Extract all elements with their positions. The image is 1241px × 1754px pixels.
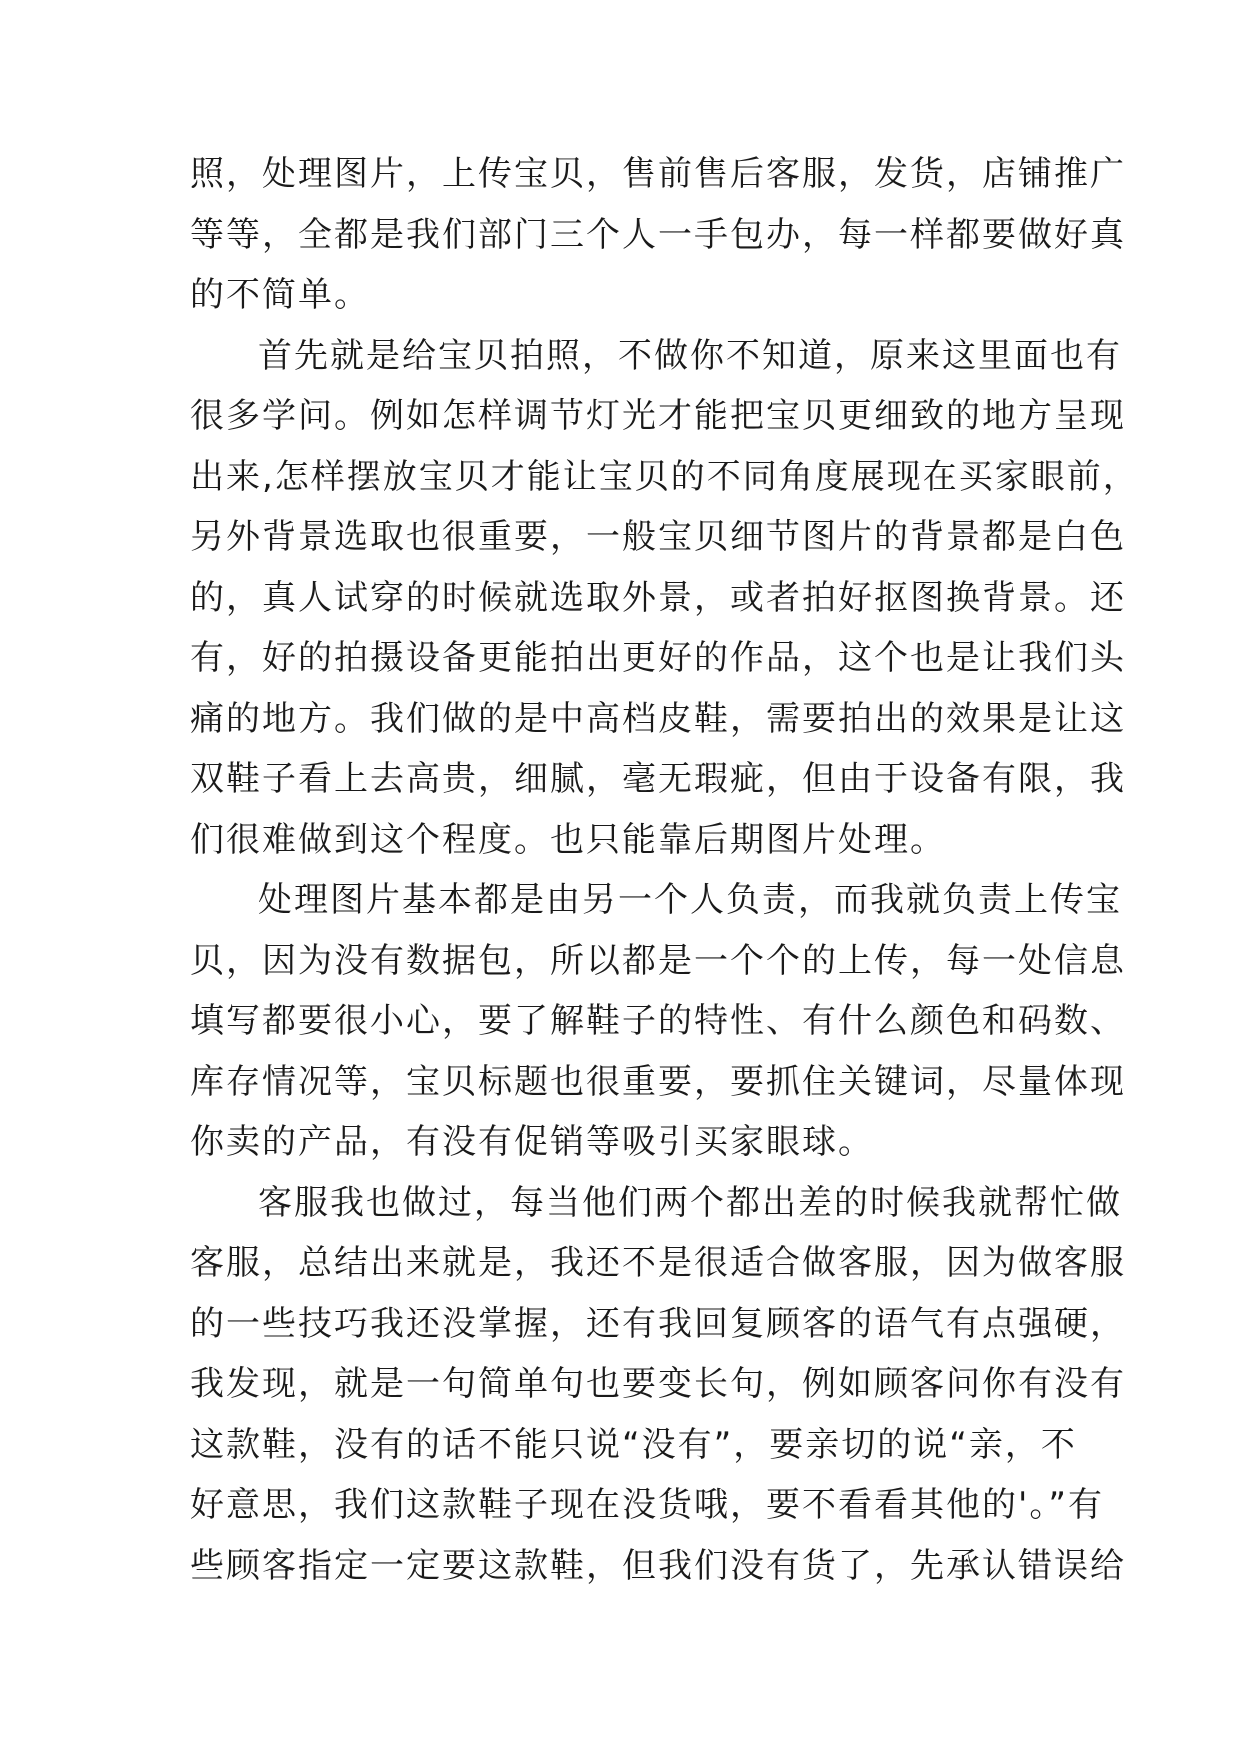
text-line: 的不简单。	[190, 275, 370, 315]
text-line: 好意思，我们这款鞋子现在没货哦，要不看看其他的'。”有	[190, 1485, 1104, 1525]
paragraph-first-line: 客服我也做过，每当他们两个都出差的时候我就帮忙做	[258, 1182, 1122, 1223]
text-line: 的一些技巧我还没掌握，还有我回复顾客的语气有点强硬，	[190, 1303, 1126, 1344]
text-line: 照，处理图片，上传宝贝，售前售后客服，发货，店铺推广	[190, 154, 1126, 194]
text-line: 们很难做到这个程度。也只能靠后期图片处理。	[190, 819, 946, 860]
text-line: 客服，总结出来就是，我还不是很适合做客服，因为做客服	[190, 1243, 1126, 1283]
text-line: 痛的地方。我们做的是中高档皮鞋，需要拍出的效果是让这	[190, 698, 1126, 739]
text-line: 出来,怎样摆放宝贝才能让宝贝的不同角度展现在买家眼前，	[190, 456, 1139, 497]
text-line: 另外背景选取也很重要，一般宝贝细节图片的背景都是白色	[190, 517, 1126, 557]
text-line: 库存情况等，宝贝标题也很重要，要抓住关键词，尽量体现	[190, 1061, 1126, 1102]
text-line: 等等，全都是我们部门三个人一手包办，每一样都要做好真	[190, 214, 1126, 255]
paragraph-first-line: 首先就是给宝贝拍照，不做你不知道，原来这里面也有	[258, 335, 1122, 376]
paragraph-first-line: 处理图片基本都是由另一个人负责，而我就负责上传宝	[258, 880, 1122, 920]
text-line: 很多学问。例如怎样调节灯光才能把宝贝更细致的地方呈现	[190, 396, 1126, 436]
text-line: 你卖的产品，有没有促销等吸引买家眼球。	[190, 1122, 874, 1162]
text-line: 有，好的拍摄设备更能拍出更好的作品，这个也是让我们头	[190, 638, 1126, 678]
text-line: 填写都要很小心，要了解鞋子的特性、有什么颜色和码数、	[190, 1001, 1126, 1041]
text-line: 我发现，就是一句简单句也要变长句，例如顾客问你有没有	[190, 1364, 1126, 1404]
text-line: 贝，因为没有数据包，所以都是一个个的上传，每一处信息	[190, 940, 1126, 981]
document-body	[190, 144, 1139, 1596]
text-line: 这款鞋，没有的话不能只说“没有”，要亲切的说“亲，不	[190, 1424, 1077, 1465]
text-line: 的，真人试穿的时候就选取外景，或者拍好抠图换背景。还	[190, 577, 1126, 618]
text-line: 双鞋子看上去高贵，细腻，毫无瑕疵，但由于设备有限，我	[190, 759, 1126, 799]
text-line: 些顾客指定一定要这款鞋，但我们没有货了，先承认错误给	[190, 1545, 1126, 1586]
